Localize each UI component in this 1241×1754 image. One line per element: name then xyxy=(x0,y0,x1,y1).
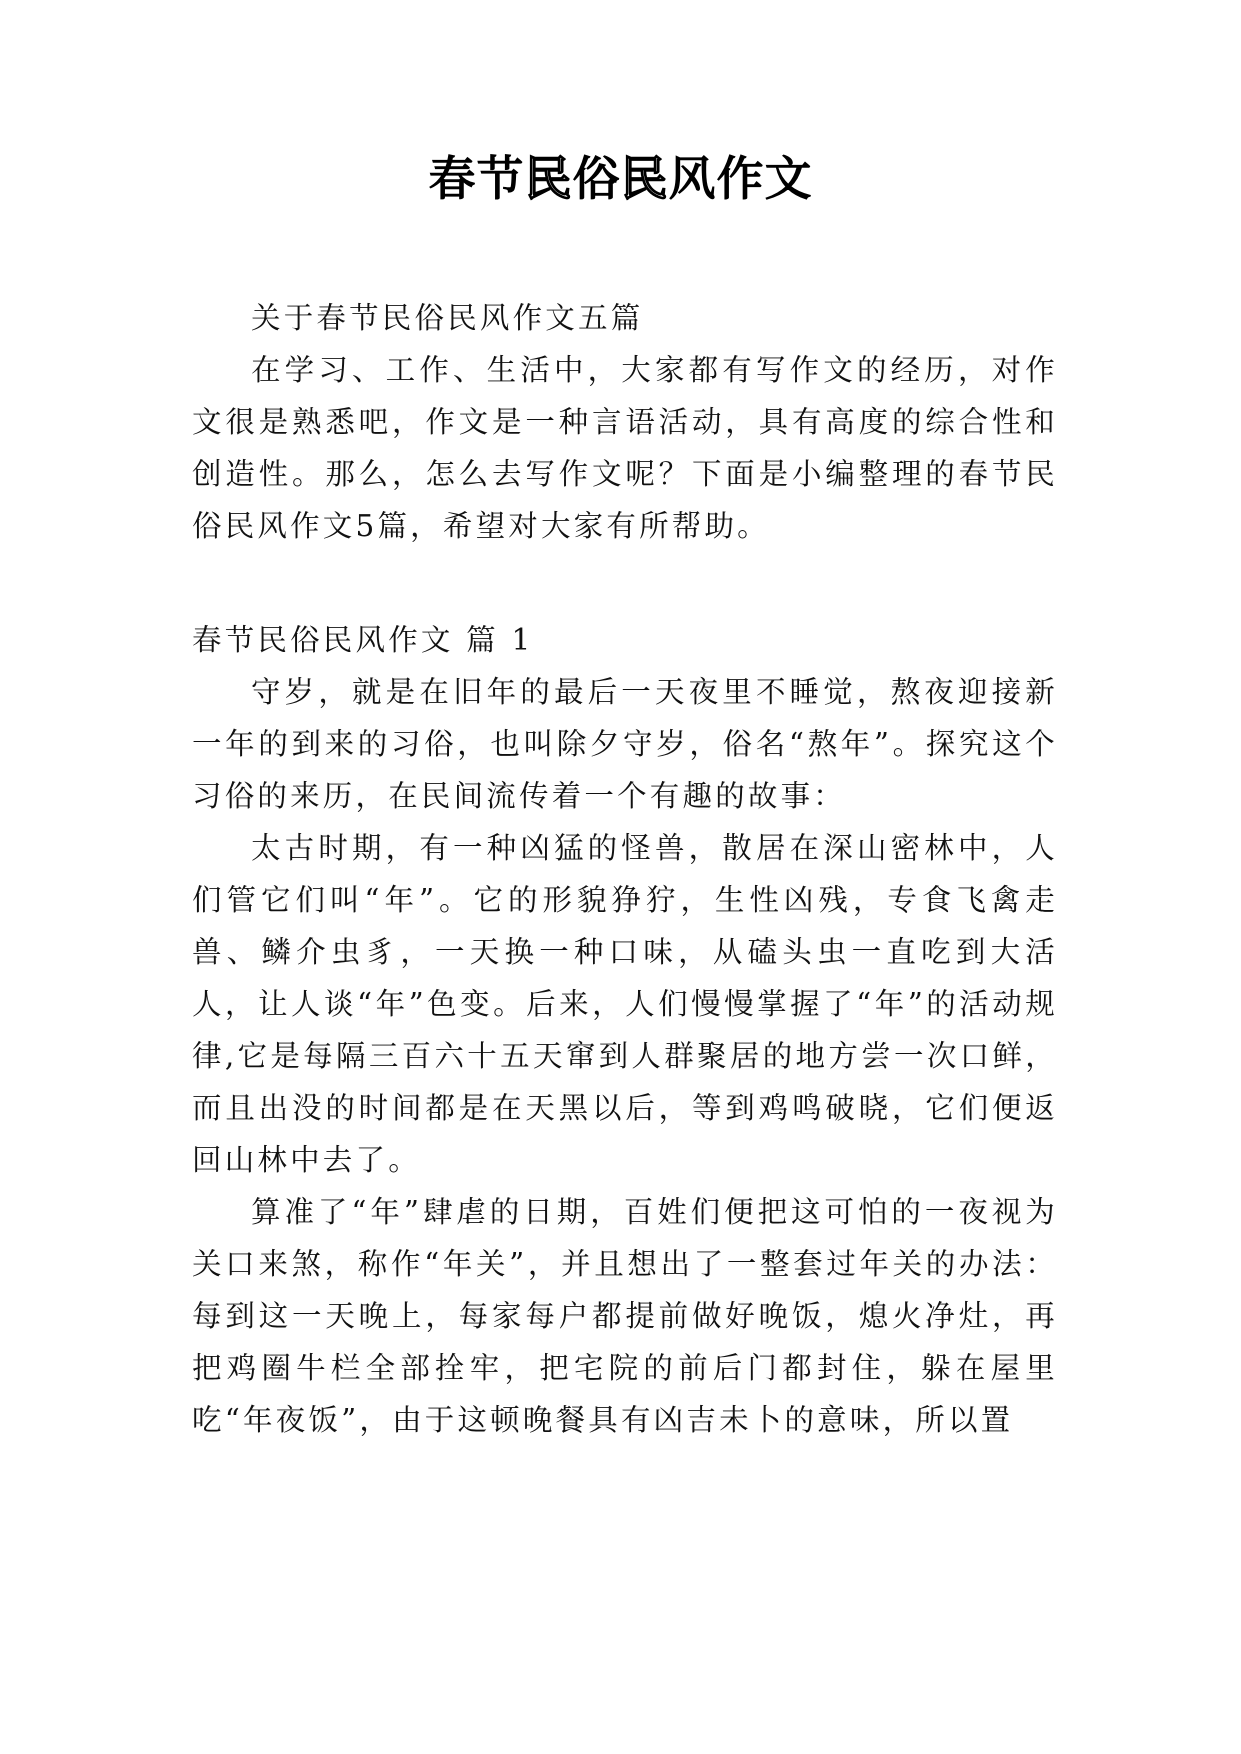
intro-paragraph: 在学习、工作、生活中，大家都有写作文的经历，对作文很是熟悉吧，作文是一种言语活动，具有高度的综合性和创造性。那么，怎么去写作文呢？下面是小编整理的春节民俗民风作文5篇，希望对大家有所帮助。 xyxy=(192,353,1058,543)
title-part-outlined: 民 xyxy=(524,152,573,207)
document-body xyxy=(192,292,1058,1446)
title-part: 风作文 xyxy=(668,152,813,207)
title-part: 俗 xyxy=(572,152,621,207)
section-paragraph: 算准了“年”肆虐的日期，百姓们便把这可怕的一夜视为关口来煞，称作“年关”，并且想出了一整套过年关的办法：每到这一天晚上，每家每户都提前做好晚饭，熄火净灶，再把鸡圈牛栏全部拴牢，把宅院的前后门都封住，躲在屋里吃“年夜饭”，由于这顿晚餐具有凶吉未卜的意味，所以置 xyxy=(192,1195,1058,1437)
title-part-outlined: 民 xyxy=(620,152,669,207)
section-paragraph: 守岁，就是在旧年的最后一天夜里不睡觉，熬夜迎接新一年的到来的习俗，也叫除夕守岁，俗名“熬年”。探究这个习俗的来历，在民间流传着一个有趣的故事： xyxy=(192,675,1058,813)
section-spacer xyxy=(192,552,1058,614)
title-part: 春节 xyxy=(428,152,525,207)
document-title xyxy=(0,148,1241,212)
section-heading: 春节民俗民风作文 篇 1 xyxy=(192,623,534,657)
intro-subtitle: 关于春节民俗民风作文五篇 xyxy=(251,301,644,335)
section-paragraph: 太古时期，有一种凶猛的怪兽，散居在深山密林中，人们管它们叫“年”。它的形貌狰狞，生性凶残，专食飞禽走兽、鳞介虫豸，一天换一种口味，从磕头虫一直吃到大活人，让人谈“年”色变。后来，人们慢慢掌握了“年”的活动规律,它是每隔三百六十五天窜到人群聚居的地方尝一次口鲜，而且出没的时间都是在天黑以后，等到鸡鸣破晓，它们便返回山林中去了。 xyxy=(192,831,1058,1177)
